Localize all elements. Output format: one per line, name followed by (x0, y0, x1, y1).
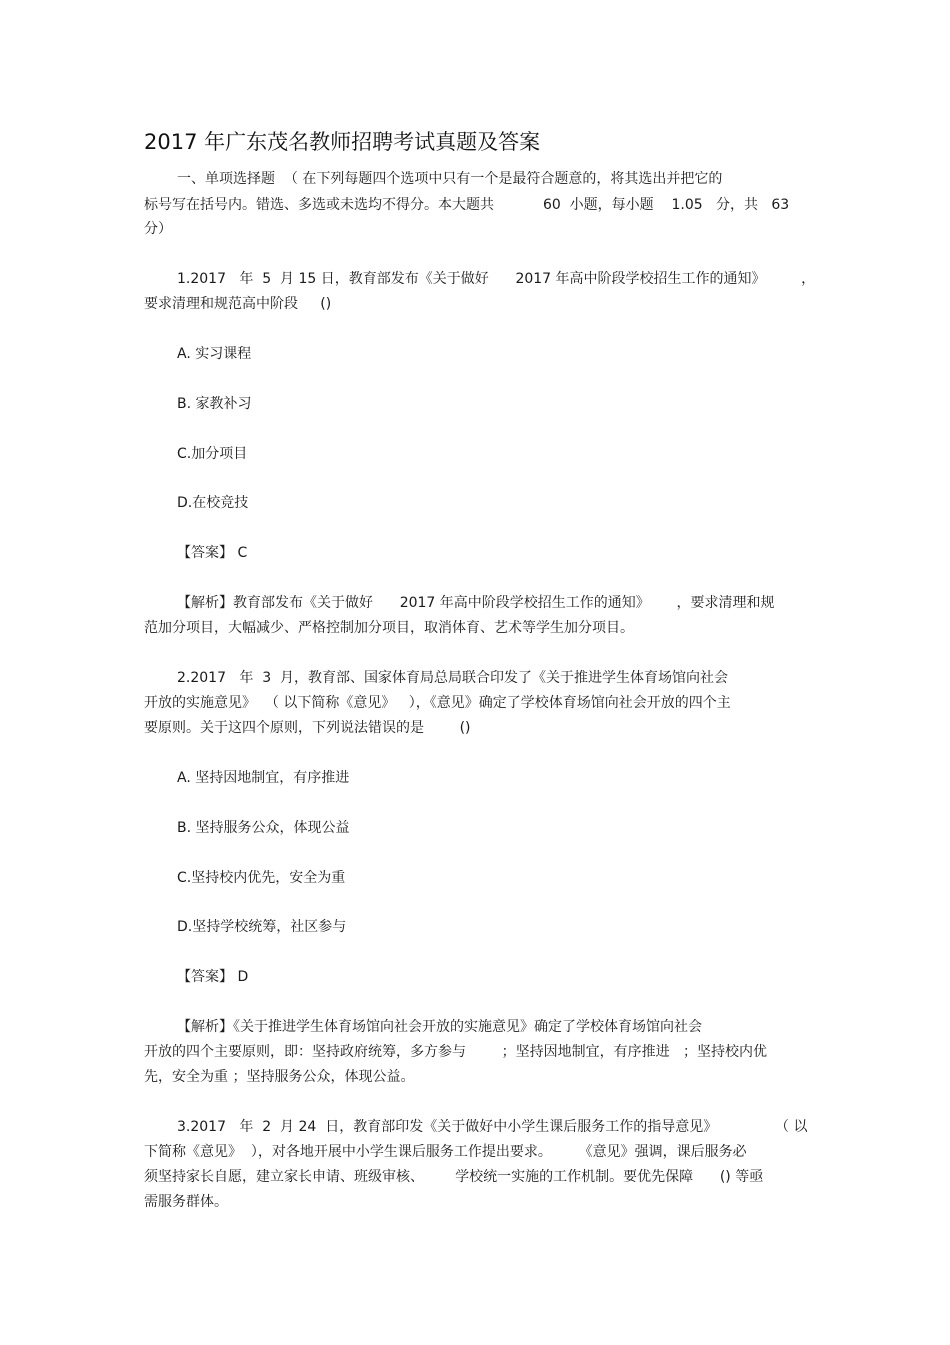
question-3-stem-line: 需服务群体。 (144, 1194, 228, 1210)
question-2-option-d: D.坚持学校统筹，社区参与 (177, 919, 347, 935)
question-1-stem-line: 1.2017 年 5 月 15 日，教育部发布《关于做好 2017 年高中阶段学校招生工作的通知》 ， (177, 271, 816, 287)
instructions-line: 标号写在括号内。错选、多选或未选均不得分。本大题共 60 小题，每小题 1.05 分，共 63 (144, 197, 790, 213)
question-2-answer: 【答案】 D (177, 969, 249, 985)
instructions-line: 一、单项选择题 （ 在下列每题四个选项中只有一个是最符合题意的，将其选出并把它的 (177, 171, 723, 187)
question-1-analysis-line: 【解析】教育部发布《关于做好 2017 年高中阶段学校招生工作的通知》 ，要求清理和规 (177, 595, 775, 611)
document-title: 2017 年广东茂名教师招聘考试真题及答案 (144, 130, 541, 154)
question-1-analysis-line: 范加分项目，大幅减少、严格控制加分项目，取消体育、艺术等学生加分项目。 (144, 620, 634, 636)
question-1-stem-line: 要求清理和规范高中阶段 () (144, 296, 332, 312)
question-2-analysis-line: 先，安全为重 ；坚持服务公众，体现公益。 (144, 1069, 415, 1085)
question-1-option-a: A. 实习课程 (177, 346, 252, 362)
instructions-line: 分） (144, 221, 172, 237)
question-3-stem-line: 3.2017 年 2 月 24 日，教育部印发《关于做好中小学生课后服务工作的指导意见》 （ 以 (177, 1119, 808, 1135)
question-2-option-a: A. 坚持因地制宜，有序推进 (177, 770, 350, 786)
question-2-stem-line: 2.2017 年 3 月，教育部、国家体育局总局联合印发了《关于推进学生体育场馆向社会 (177, 670, 729, 686)
question-2-analysis-line: 【解析】《关于推进学生体育场馆向社会开放的实施意见》确定了学校体育场馆向社会 (177, 1019, 702, 1035)
question-3-stem-line: 下简称《意见》 ），对各地开展中小学生课后服务工作提出要求。 《意见》强调，课后服务必 (144, 1144, 747, 1160)
question-2-stem-line: 要原则。关于这四个原则，下列说法错误的是 () (144, 720, 471, 736)
question-1-option-c: C.加分项目 (177, 446, 248, 462)
question-1-option-b: B. 家教补习 (177, 396, 252, 412)
question-2-stem-line: 开放的实施意见》 （ 以下简称《意见》 ），《意见》确定了学校体育场馆向社会开放的四个主 (144, 695, 731, 711)
question-1-option-d: D.在校竞技 (177, 495, 249, 511)
question-1-answer: 【答案】 C (177, 545, 248, 561)
question-2-analysis-line: 开放的四个主要原则，即：坚持政府统筹，多方参与 ；坚持因地制宜，有序推进 ；坚持校内优 (144, 1044, 767, 1060)
question-2-option-b: B. 坚持服务公众，体现公益 (177, 820, 350, 836)
question-3-stem-line: 须坚持家长自愿，建立家长申请、班级审核、 学校统一实施的工作机制。要优先保障 () 等亟 (144, 1169, 764, 1185)
question-2-option-c: C.坚持校内优先，安全为重 (177, 870, 346, 886)
